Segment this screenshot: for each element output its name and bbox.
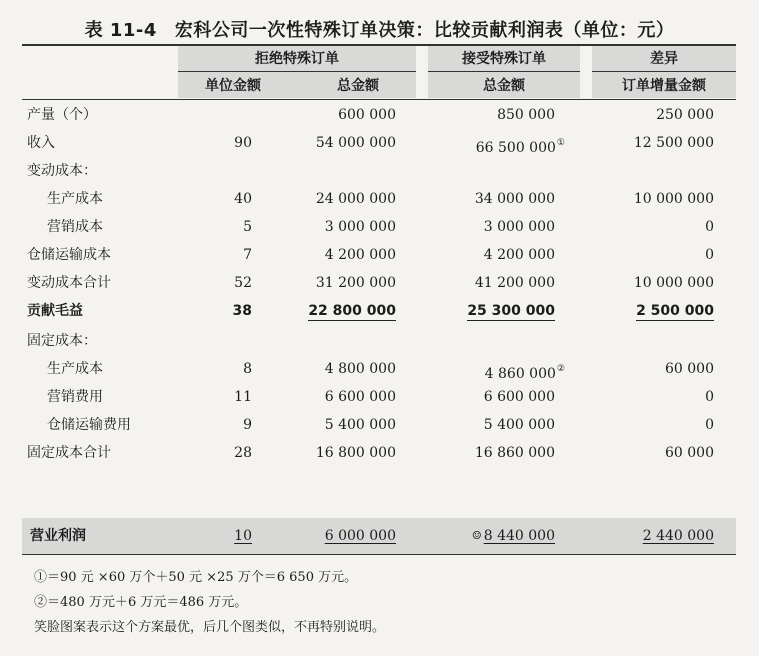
note-3: 笑脸图案表示这个方案最优，后几个图类似，不再特别说明。 xyxy=(34,620,386,635)
cell-op-accept xyxy=(440,526,555,546)
row-label-fix-production: 生产成本 xyxy=(47,361,103,377)
cell-fix-total-diff: 60 000 xyxy=(665,445,714,461)
row-label-revenue: 收入 xyxy=(27,135,55,151)
row-label-fix-marketing: 营销费用 xyxy=(47,389,103,405)
row-label-var-total: 变动成本合计 xyxy=(27,275,111,291)
cell-var-production-diff: 10 000 000 xyxy=(633,191,714,207)
cell-revenue-unit: 90 xyxy=(234,135,252,151)
group-rule-reject xyxy=(178,71,416,72)
cell-var-logistics-total: 4 200 000 xyxy=(324,247,396,263)
header-unit-amount: 单位金额 xyxy=(205,78,261,94)
row-label-fix-total: 固定成本合计 xyxy=(27,445,111,461)
op-diff-value: 2 440 000 xyxy=(642,528,714,544)
cell-revenue-accept xyxy=(440,133,565,158)
cell-fix-marketing-accept: 6 600 000 xyxy=(483,389,555,405)
note-1: ①＝90 元 ×60 万个＋50 元 ×25 万个＝6 650 万元。 xyxy=(34,570,358,585)
cell-revenue-diff: 12 500 000 xyxy=(633,135,714,151)
fix-production-accept-value: 4 860 000 xyxy=(484,366,556,382)
smiley-icon: ☺ xyxy=(471,529,482,542)
revenue-accept-value: 66 500 000 xyxy=(475,140,556,156)
cell-fix-logistics-accept: 5 400 000 xyxy=(483,417,555,433)
cell-cm-diff xyxy=(600,301,714,321)
cm-total-value: 22 800 000 xyxy=(308,303,396,319)
row-label-variable-costs: 变动成本： xyxy=(27,163,97,179)
cell-fix-production-diff: 60 000 xyxy=(665,361,714,377)
header-accept: 接受特殊订单 xyxy=(462,51,546,67)
cell-fix-production-unit: 8 xyxy=(243,361,252,377)
cell-var-production-total: 24 000 000 xyxy=(315,191,396,207)
header-total-accept: 总金额 xyxy=(483,78,525,94)
row-label-var-marketing: 营销成本 xyxy=(47,219,103,235)
cell-fix-production-accept xyxy=(440,359,565,384)
row-label-operating-profit: 营业利润 xyxy=(30,528,86,544)
cm-accept-value: 25 300 000 xyxy=(467,303,555,319)
cell-var-logistics-accept: 4 200 000 xyxy=(483,247,555,263)
cell-fix-marketing-total: 6 600 000 xyxy=(324,389,396,405)
cell-var-logistics-diff: 0 xyxy=(705,247,714,263)
cell-fix-marketing-diff: 0 xyxy=(705,389,714,405)
row-label-output: 产量（个） xyxy=(27,107,97,123)
cell-output-diff: 250 000 xyxy=(656,107,714,123)
footnote-mark-2: ② xyxy=(556,364,565,374)
cell-var-logistics-unit: 7 xyxy=(243,247,252,263)
cell-fix-production-total: 4 800 000 xyxy=(324,361,396,377)
cell-fix-total-total: 16 800 000 xyxy=(315,445,396,461)
cell-var-marketing-diff: 0 xyxy=(705,219,714,235)
row-label-var-production: 生产成本 xyxy=(47,191,103,207)
bottom-rule xyxy=(22,554,736,555)
op-total-value: 6 000 000 xyxy=(324,528,396,544)
op-accept-value: 8 440 000 xyxy=(483,528,555,544)
header-diff: 差异 xyxy=(650,51,678,67)
group-rule-diff xyxy=(592,71,736,72)
cell-var-production-accept: 34 000 000 xyxy=(474,191,555,207)
cell-fix-marketing-unit: 11 xyxy=(234,389,252,405)
cell-var-production-unit: 40 xyxy=(234,191,252,207)
table-title xyxy=(0,16,759,42)
cell-var-marketing-accept: 3 000 000 xyxy=(483,219,555,235)
cell-var-marketing-total: 3 000 000 xyxy=(324,219,396,235)
row-label-var-logistics: 仓储运输成本 xyxy=(27,247,111,263)
table-caption: 宏科公司一次性特殊订单决策：比较贡献利润表（单位：元） xyxy=(174,20,675,41)
cell-cm-accept xyxy=(440,301,555,321)
cell-op-total xyxy=(280,526,396,546)
note-2: ②＝480 万元＋6 万元＝486 万元。 xyxy=(34,595,248,610)
cell-fix-logistics-diff: 0 xyxy=(705,417,714,433)
op-unit-value: 10 xyxy=(234,528,252,544)
header-total-reject: 总金额 xyxy=(337,78,379,94)
row-label-contribution-margin: 贡献毛益 xyxy=(27,303,83,319)
cm-diff-value: 2 500 000 xyxy=(636,303,714,319)
cell-var-total-unit: 52 xyxy=(234,275,252,291)
row-label-fix-logistics: 仓储运输费用 xyxy=(47,417,131,433)
header-incremental: 订单增量金额 xyxy=(622,78,706,94)
cell-fix-total-accept: 16 860 000 xyxy=(474,445,555,461)
cell-var-total-diff: 10 000 000 xyxy=(633,275,714,291)
cell-revenue-total: 54 000 000 xyxy=(315,135,396,151)
cell-var-total-total: 31 200 000 xyxy=(315,275,396,291)
table-number: 表 11-4 xyxy=(84,20,157,41)
cell-var-marketing-unit: 5 xyxy=(243,219,252,235)
header-reject: 拒绝特殊订单 xyxy=(255,51,339,67)
top-rule xyxy=(22,44,736,46)
cell-op-diff xyxy=(600,526,714,546)
cell-cm-total xyxy=(280,301,396,321)
cell-output-accept: 850 000 xyxy=(497,107,555,123)
cell-fix-total-unit: 28 xyxy=(234,445,252,461)
row-label-fixed-costs: 固定成本： xyxy=(27,333,97,349)
cell-output-total: 600 000 xyxy=(338,107,396,123)
group-rule-accept xyxy=(428,71,580,72)
cell-fix-logistics-total: 5 400 000 xyxy=(324,417,396,433)
cell-op-unit xyxy=(175,526,252,546)
cell-cm-unit: 38 xyxy=(232,303,252,319)
header-bottom-rule xyxy=(22,99,736,100)
cell-var-total-accept: 41 200 000 xyxy=(474,275,555,291)
footnote-mark-1: ① xyxy=(556,138,565,148)
cell-fix-logistics-unit: 9 xyxy=(243,417,252,433)
